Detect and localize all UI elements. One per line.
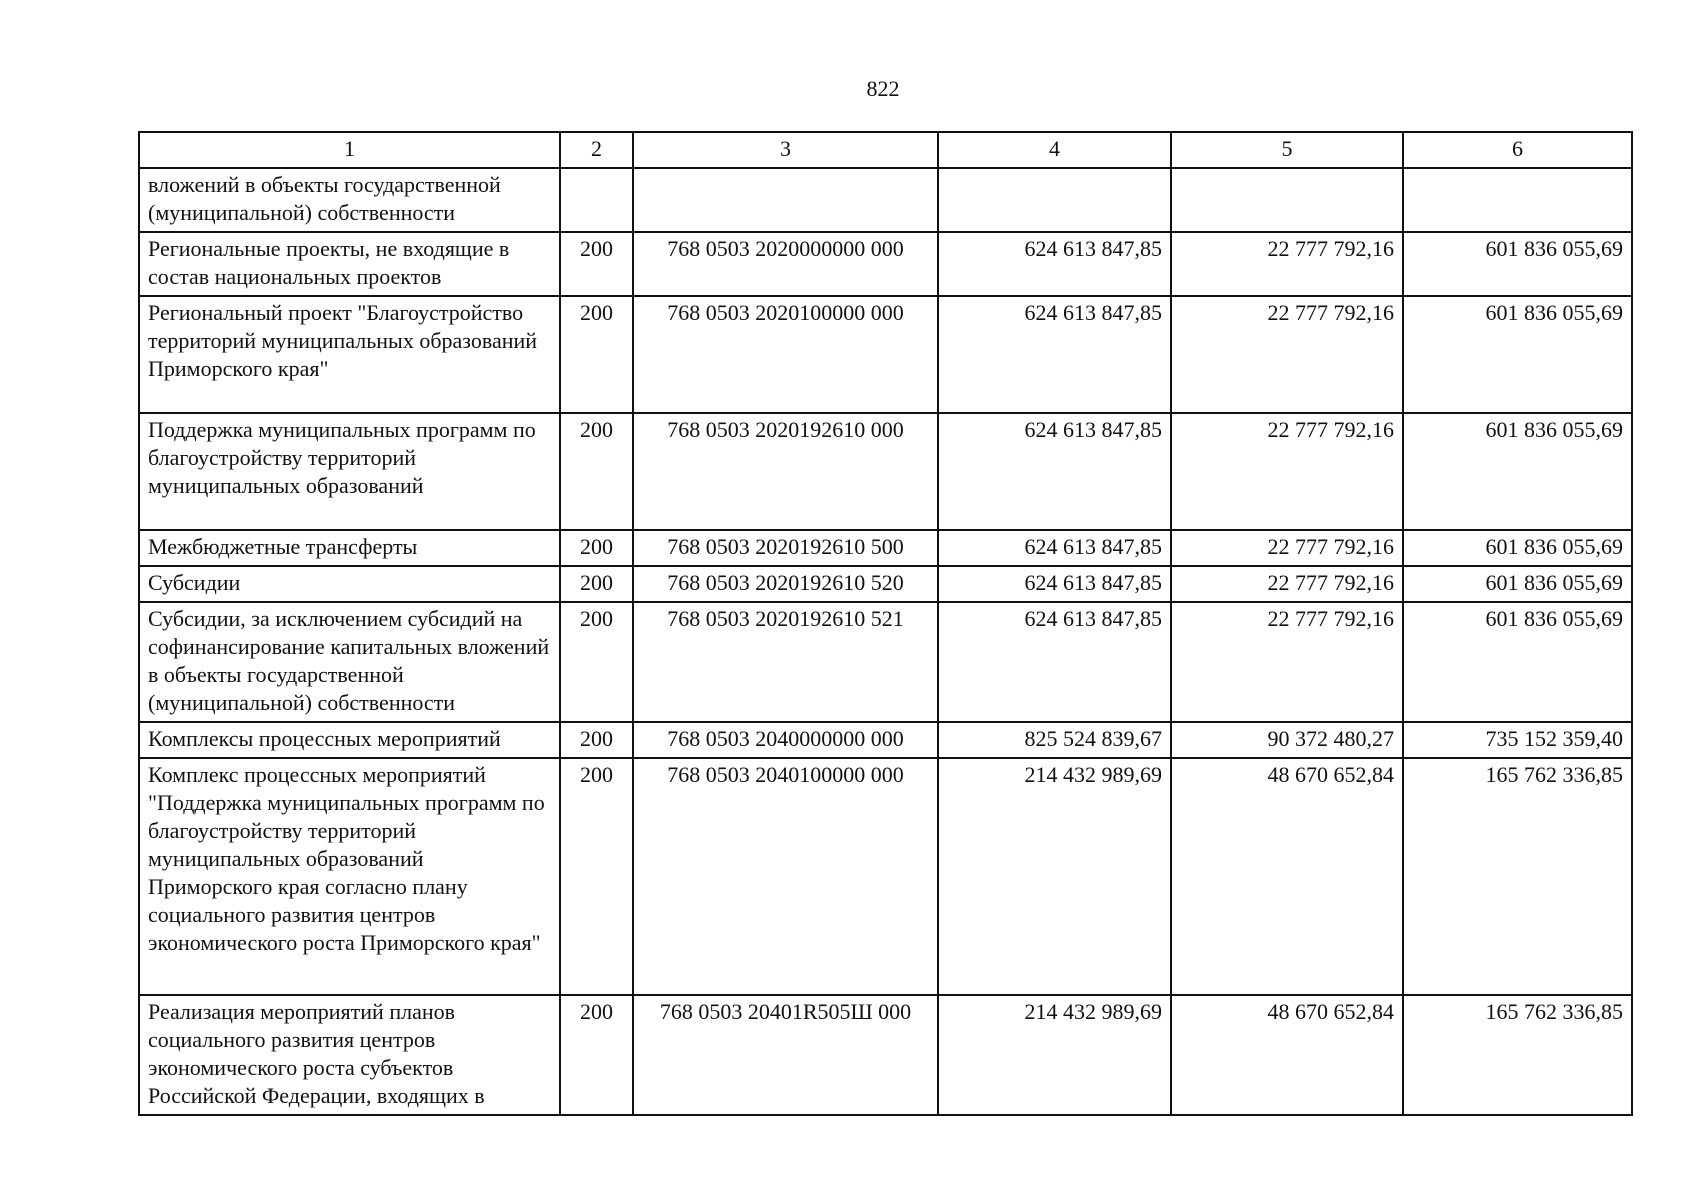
table-row (139, 232, 1632, 296)
row-name: Региональный проект "Благоустройство территорий муниципальных образований Приморского края" (139, 296, 560, 413)
row-value-5: 48 670 652,84 (1171, 758, 1403, 995)
row-code: 768 0503 2040000000 000 (633, 722, 938, 758)
column-header-5: 5 (1171, 132, 1403, 168)
row-name: Субсидии (139, 566, 560, 602)
row-name: Поддержка муниципальных программ по благоустройству территорий муниципальных образований (139, 413, 560, 530)
column-header-1: 1 (139, 132, 560, 168)
row-value-6: 601 836 055,69 (1403, 530, 1632, 566)
row-value-4: 624 613 847,85 (938, 530, 1171, 566)
row-col2: 200 (560, 296, 633, 413)
table-row (139, 566, 1632, 602)
row-value-6: 601 836 055,69 (1403, 296, 1632, 413)
budget-table (138, 131, 1633, 1116)
row-col2: 200 (560, 413, 633, 530)
row-col2: 200 (560, 722, 633, 758)
row-value-4: 624 613 847,85 (938, 602, 1171, 722)
table-row (139, 758, 1632, 995)
column-header-3: 3 (633, 132, 938, 168)
row-col2: 200 (560, 530, 633, 566)
table-header (139, 132, 1632, 168)
row-code: 768 0503 2020192610 000 (633, 413, 938, 530)
column-header-4: 4 (938, 132, 1171, 168)
row-name: вложений в объекты государственной (муниципальной) собственности (139, 168, 560, 232)
row-value-4: 624 613 847,85 (938, 413, 1171, 530)
row-value-6: 601 836 055,69 (1403, 413, 1632, 530)
row-value-6: 601 836 055,69 (1403, 602, 1632, 722)
row-value-5: 22 777 792,16 (1171, 566, 1403, 602)
row-value-5: 22 777 792,16 (1171, 602, 1403, 722)
row-col2: 200 (560, 232, 633, 296)
row-value-6: 735 152 359,40 (1403, 722, 1632, 758)
row-col2: 200 (560, 995, 633, 1115)
row-code: 768 0503 20401R505Ш 000 (633, 995, 938, 1115)
row-value-5: 22 777 792,16 (1171, 413, 1403, 530)
table-row (139, 722, 1632, 758)
table-row (139, 530, 1632, 566)
table-row (139, 413, 1632, 530)
row-name: Комплекс процессных мероприятий "Поддержка муниципальных программ по благоустройству территорий муниципальных образований Приморского края согласно плану социального развития центров экономического роста Приморского края" (139, 758, 560, 995)
row-code: 768 0503 2020192610 500 (633, 530, 938, 566)
row-code: 768 0503 2040100000 000 (633, 758, 938, 995)
row-name: Межбюджетные трансферты (139, 530, 560, 566)
row-col2: 200 (560, 566, 633, 602)
row-code: 768 0503 2020000000 000 (633, 232, 938, 296)
row-value-4: 214 432 989,69 (938, 995, 1171, 1115)
row-value-5: 90 372 480,27 (1171, 722, 1403, 758)
row-value-6 (1403, 168, 1632, 232)
row-col2: 200 (560, 602, 633, 722)
table-body (139, 168, 1632, 1115)
table-row (139, 296, 1632, 413)
row-code: 768 0503 2020192610 521 (633, 602, 938, 722)
row-value-6: 601 836 055,69 (1403, 566, 1632, 602)
row-value-5 (1171, 168, 1403, 232)
row-value-6: 601 836 055,69 (1403, 232, 1632, 296)
header-row (139, 132, 1632, 168)
table-row (139, 995, 1632, 1115)
row-name: Реализация мероприятий планов социального развития центров экономического роста субъектов Российской Федерации, входящих в (139, 995, 560, 1115)
page-number: 822 (866, 76, 900, 101)
table-row (139, 168, 1632, 232)
row-value-5: 48 670 652,84 (1171, 995, 1403, 1115)
row-value-4: 624 613 847,85 (938, 232, 1171, 296)
table-row (139, 602, 1632, 722)
row-name: Субсидии, за исключением субсидий на софинансирование капитальных вложений в объекты государственной (муниципальной) собственности (139, 602, 560, 722)
row-value-4: 624 613 847,85 (938, 296, 1171, 413)
column-header-2: 2 (560, 132, 633, 168)
row-code: 768 0503 2020192610 520 (633, 566, 938, 602)
row-col2 (560, 168, 633, 232)
row-code: 768 0503 2020100000 000 (633, 296, 938, 413)
column-header-6: 6 (1403, 132, 1632, 168)
row-value-4: 624 613 847,85 (938, 566, 1171, 602)
row-value-4: 214 432 989,69 (938, 758, 1171, 995)
row-value-6: 165 762 336,85 (1403, 995, 1632, 1115)
row-name: Комплексы процессных мероприятий (139, 722, 560, 758)
row-value-4 (938, 168, 1171, 232)
row-name: Региональные проекты, не входящие в состав национальных проектов (139, 232, 560, 296)
row-code (633, 168, 938, 232)
row-value-5: 22 777 792,16 (1171, 530, 1403, 566)
row-value-5: 22 777 792,16 (1171, 232, 1403, 296)
row-value-5: 22 777 792,16 (1171, 296, 1403, 413)
row-value-4: 825 524 839,67 (938, 722, 1171, 758)
row-value-6: 165 762 336,85 (1403, 758, 1632, 995)
row-col2: 200 (560, 758, 633, 995)
